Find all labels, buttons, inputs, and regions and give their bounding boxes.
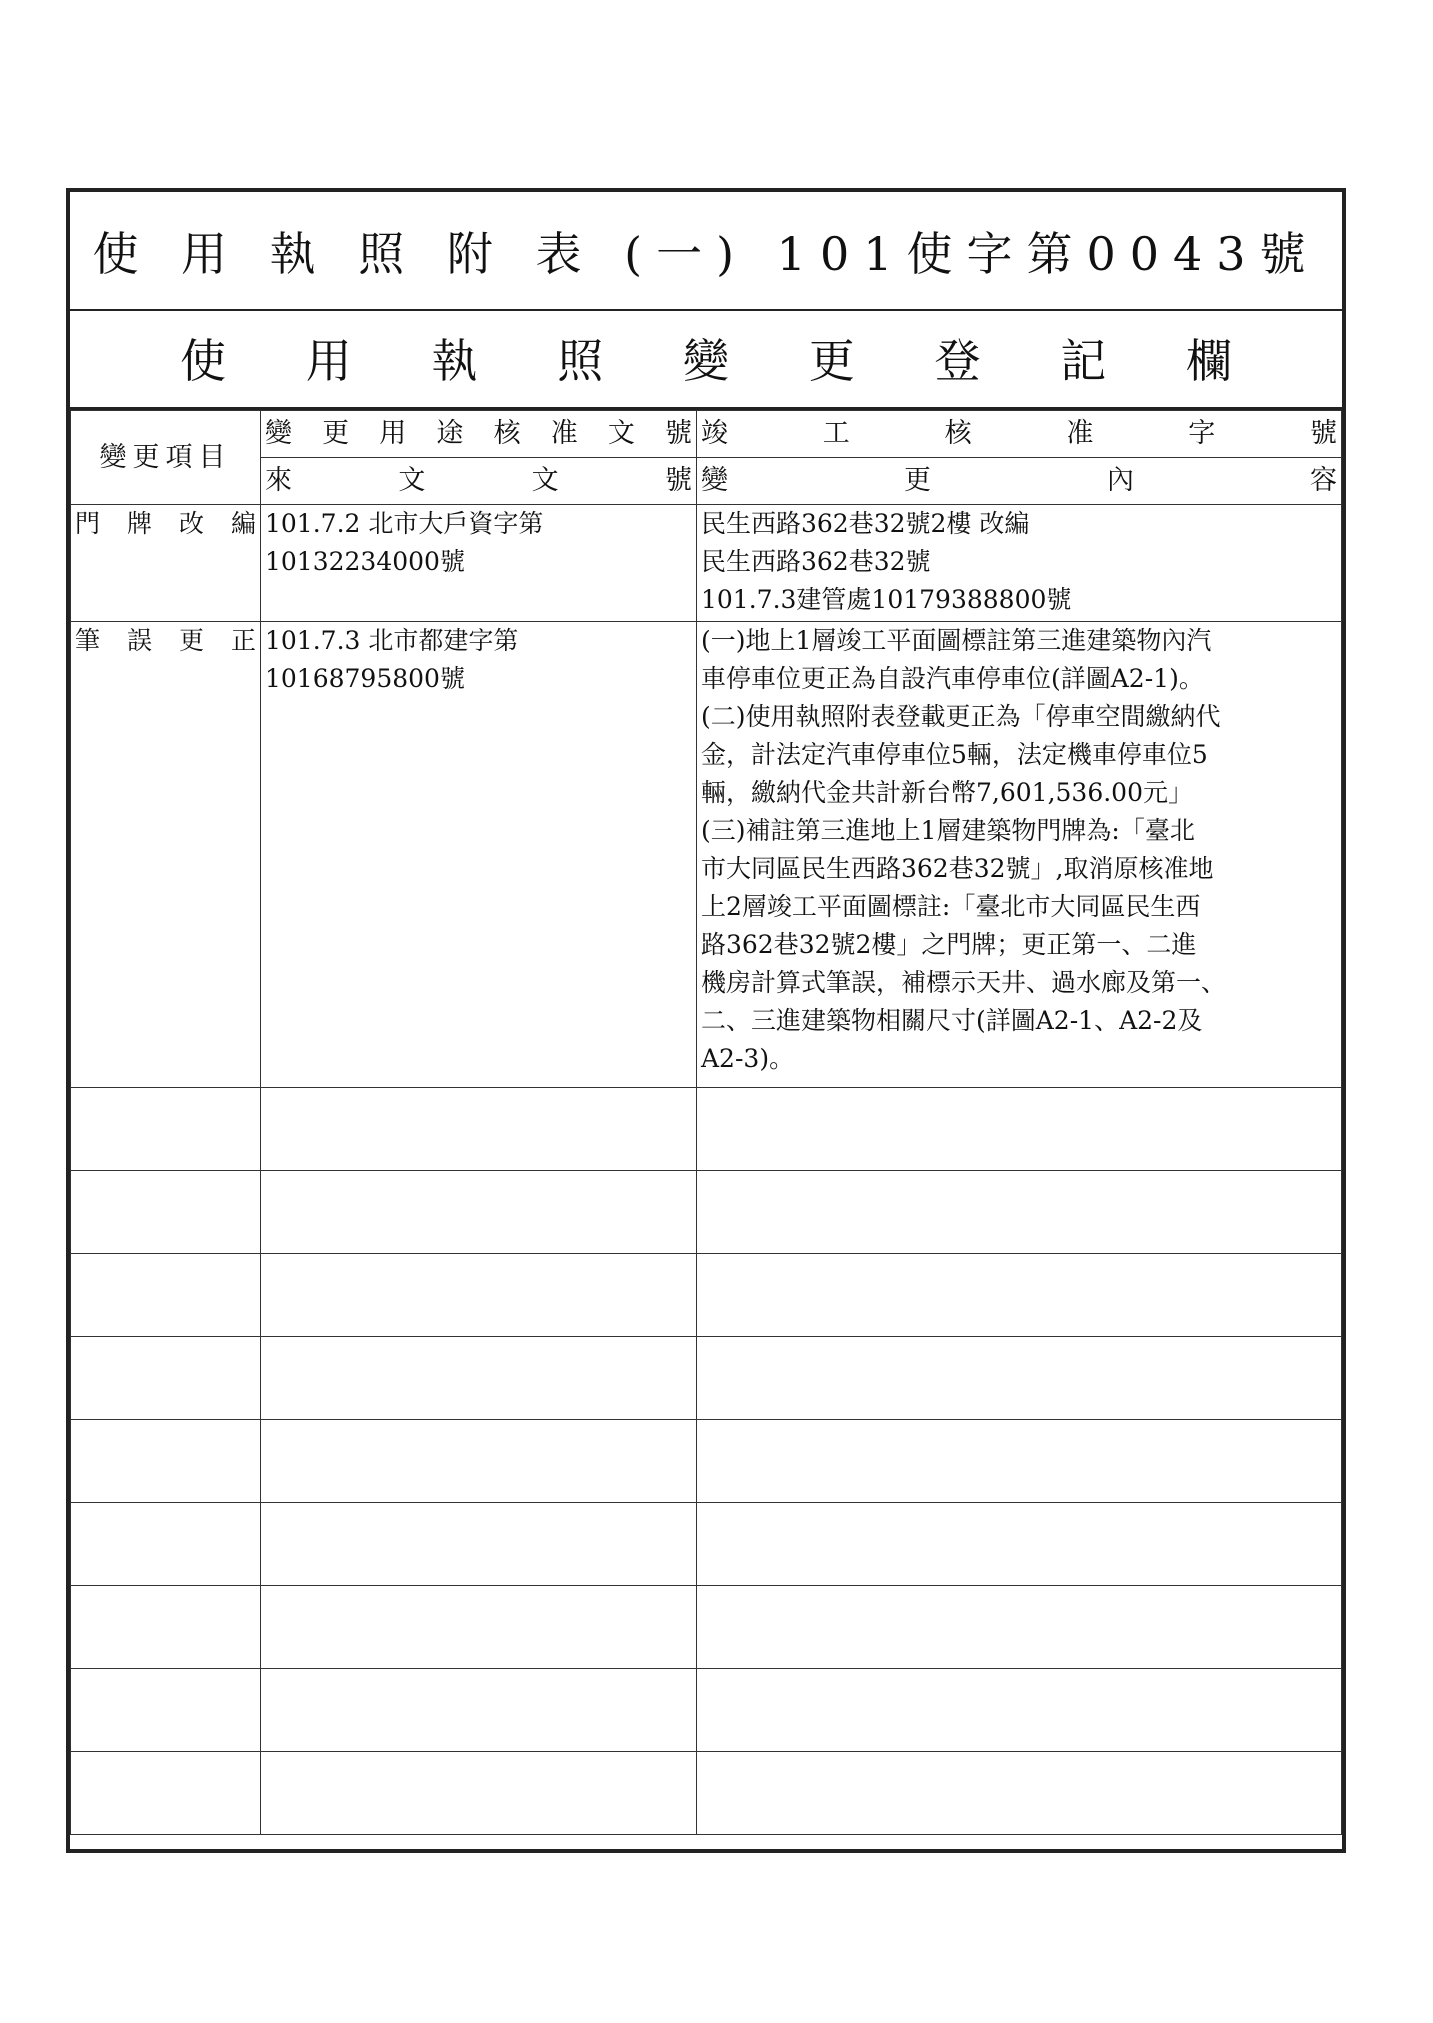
content-line: 二、三進建築物相關尺寸(詳圖A2-1、A2-2及 bbox=[701, 1006, 1203, 1035]
item-char: 牌 bbox=[126, 509, 152, 538]
table-header-row bbox=[71, 458, 1342, 505]
empty-cell bbox=[261, 1752, 697, 1835]
item-char: 筆 bbox=[75, 626, 101, 655]
empty-cell bbox=[697, 1420, 1342, 1503]
header-char: 竣 bbox=[701, 418, 728, 449]
empty-cell bbox=[697, 1752, 1342, 1835]
empty-cell bbox=[71, 1503, 261, 1586]
section-title-char: 記 bbox=[1060, 334, 1107, 388]
header-char: 文 bbox=[531, 465, 559, 496]
empty-cell bbox=[697, 1586, 1342, 1669]
content-line: 車停車位更正為自設汽車停車位(詳圖A2-1)。 bbox=[701, 664, 1204, 693]
header-char: 核 bbox=[944, 418, 972, 449]
header-char: 來 bbox=[265, 465, 292, 496]
empty-cell bbox=[261, 1669, 697, 1752]
content-line: 101.7.3建管處10179388800號 bbox=[701, 585, 1072, 614]
content-line: 路362巷32號2樓」之門牌；更正第一、二進 bbox=[701, 930, 1197, 959]
change-record-table bbox=[70, 410, 1342, 1835]
section-title-char: 執 bbox=[431, 334, 478, 388]
empty-cell bbox=[697, 1337, 1342, 1420]
content-line: 機房計算式筆誤，補標示天井、過水廊及第一、 bbox=[701, 968, 1227, 997]
header-approval-doc bbox=[261, 411, 697, 458]
content-line: 輛，繳納代金共計新台幣7,601,536.00元」 bbox=[701, 778, 1193, 807]
header-char: 核 bbox=[493, 418, 521, 449]
header-char: 工 bbox=[822, 418, 850, 449]
license-table-frame bbox=[66, 188, 1346, 1853]
content-line: (一)地上1層竣工平面圖標註第三進建築物內汽 bbox=[701, 626, 1212, 655]
header-change-item: 變更項目 bbox=[71, 411, 261, 505]
header-completion-no bbox=[697, 411, 1342, 458]
item-char: 誤 bbox=[126, 626, 152, 655]
row-content bbox=[697, 622, 1342, 1088]
header-change-content bbox=[697, 458, 1342, 505]
header-char: 號 bbox=[664, 418, 692, 449]
empty-cell bbox=[697, 1254, 1342, 1337]
header-char: 容 bbox=[1310, 465, 1337, 496]
empty-row bbox=[71, 1254, 1342, 1337]
item-char: 更 bbox=[178, 626, 204, 655]
table-header-row bbox=[71, 411, 1342, 458]
section-title-char: 登 bbox=[934, 334, 981, 388]
empty-row bbox=[71, 1503, 1342, 1586]
section-title-char: 更 bbox=[808, 334, 855, 388]
header-char: 號 bbox=[1309, 418, 1337, 449]
table-row bbox=[71, 505, 1342, 622]
empty-row bbox=[71, 1586, 1342, 1669]
header-char: 號 bbox=[664, 465, 692, 496]
empty-cell bbox=[71, 1752, 261, 1835]
content-line: A2-3)。 bbox=[701, 1044, 795, 1073]
section-title-char: 照 bbox=[557, 334, 604, 388]
item-char: 改 bbox=[178, 509, 204, 538]
content-line: 民生西路362巷32號2樓 改編 bbox=[701, 509, 1030, 538]
empty-cell bbox=[71, 1420, 261, 1503]
header-char: 變 bbox=[701, 465, 728, 496]
empty-cell bbox=[697, 1088, 1342, 1171]
doc-line: 101.7.2 北市大戶資字第 bbox=[265, 509, 544, 538]
empty-row bbox=[71, 1171, 1342, 1254]
row-doc-number bbox=[261, 505, 697, 622]
row-content bbox=[697, 505, 1342, 622]
section-title-char: 用 bbox=[305, 334, 352, 388]
header-char: 更 bbox=[904, 465, 931, 496]
section-title-char: 欄 bbox=[1186, 334, 1232, 388]
doc-line: 10168795800號 bbox=[265, 664, 465, 693]
row-item bbox=[71, 622, 261, 1088]
document-title: 使 用 執 照 附 表 (一) 101使字第0043號 bbox=[70, 192, 1342, 311]
empty-cell bbox=[697, 1669, 1342, 1752]
item-char: 門 bbox=[75, 509, 101, 538]
empty-row bbox=[71, 1337, 1342, 1420]
header-char: 文 bbox=[607, 418, 635, 449]
empty-cell bbox=[261, 1088, 697, 1171]
section-title-char: 變 bbox=[683, 334, 729, 388]
header-char: 變 bbox=[265, 418, 292, 449]
empty-cell bbox=[697, 1503, 1342, 1586]
empty-row bbox=[71, 1669, 1342, 1752]
header-char: 字 bbox=[1188, 418, 1216, 449]
empty-row bbox=[71, 1088, 1342, 1171]
empty-row bbox=[71, 1752, 1342, 1835]
empty-cell bbox=[261, 1586, 697, 1669]
empty-cell bbox=[71, 1337, 261, 1420]
empty-cell bbox=[71, 1088, 261, 1171]
table-row bbox=[71, 622, 1342, 1088]
empty-row bbox=[71, 1420, 1342, 1503]
header-char: 准 bbox=[1066, 418, 1094, 449]
content-line: 上2層竣工平面圖標註:「臺北市大同區民生西 bbox=[701, 892, 1201, 921]
item-char: 正 bbox=[230, 626, 256, 655]
empty-cell bbox=[71, 1254, 261, 1337]
empty-cell bbox=[697, 1171, 1342, 1254]
section-title bbox=[70, 309, 1342, 410]
content-line: 金，計法定汽車停車位5輛，法定機車停車位5 bbox=[701, 740, 1208, 769]
section-title-char: 使 bbox=[180, 334, 226, 388]
header-incoming-doc bbox=[261, 458, 697, 505]
header-char: 更 bbox=[322, 418, 350, 449]
empty-cell bbox=[261, 1337, 697, 1420]
empty-cell bbox=[261, 1254, 697, 1337]
content-line: 民生西路362巷32號 bbox=[701, 547, 931, 576]
header-char: 用 bbox=[379, 418, 407, 449]
header-char: 內 bbox=[1107, 465, 1134, 496]
content-line: (三)補註第三進地上1層建築物門牌為:「臺北 bbox=[701, 816, 1195, 845]
header-char: 文 bbox=[398, 465, 426, 496]
header-char: 准 bbox=[550, 418, 578, 449]
empty-cell bbox=[71, 1586, 261, 1669]
empty-cell bbox=[71, 1171, 261, 1254]
empty-cell bbox=[261, 1171, 697, 1254]
doc-line: 10132234000號 bbox=[265, 547, 465, 576]
content-line: 市大同區民生西路362巷32號」,取消原核准地 bbox=[701, 854, 1214, 883]
content-line: (二)使用執照附表登載更正為「停車空間繳納代 bbox=[701, 702, 1221, 731]
empty-cell bbox=[261, 1503, 697, 1586]
row-item bbox=[71, 505, 261, 622]
empty-cell bbox=[261, 1420, 697, 1503]
doc-line: 101.7.3 北市都建字第 bbox=[265, 626, 519, 655]
item-char: 編 bbox=[230, 509, 256, 538]
row-doc-number bbox=[261, 622, 697, 1088]
header-char: 途 bbox=[436, 418, 464, 449]
empty-cell bbox=[71, 1669, 261, 1752]
